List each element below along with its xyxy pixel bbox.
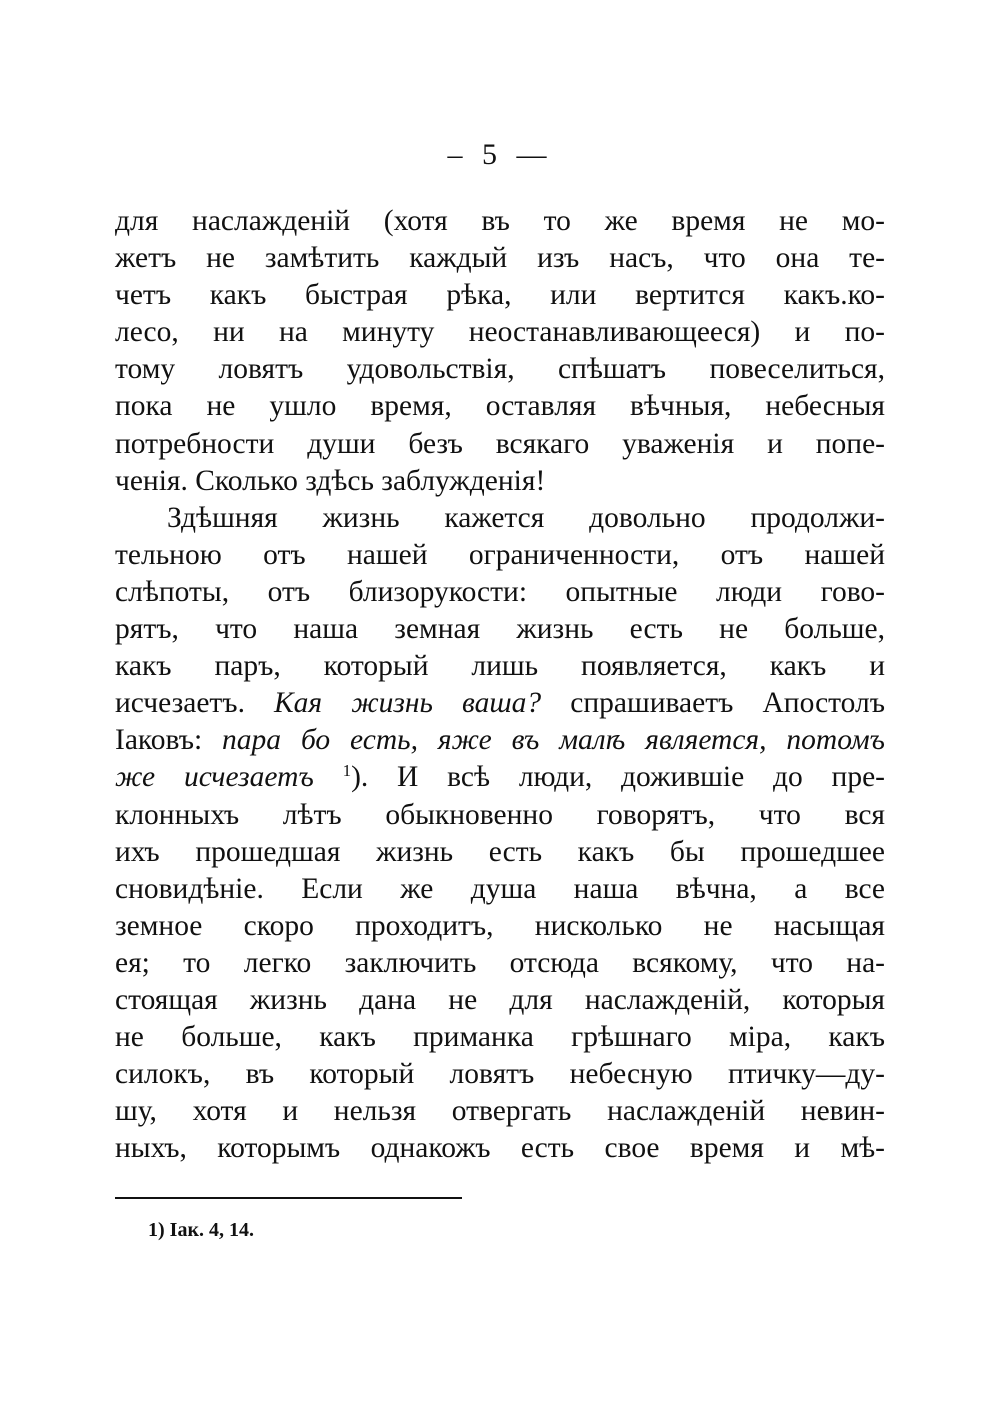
text-line xyxy=(115,1130,885,1167)
text-line xyxy=(115,351,885,388)
text-segment: пока не ушло время, оставляя вѣчныя, небесныя xyxy=(115,390,885,423)
text-segment: земное скоро проходитъ, нисколько не насыщая xyxy=(115,909,885,942)
text-line xyxy=(115,277,885,314)
text-segment: слѣпоты, отъ близорукости: опытные люди гово- xyxy=(115,575,885,608)
text-line xyxy=(115,203,885,240)
text-line xyxy=(115,871,885,908)
text-segment xyxy=(314,761,343,793)
page-number: – 5 — xyxy=(447,138,553,171)
text-line xyxy=(115,908,885,945)
text-line xyxy=(115,797,885,834)
body-text xyxy=(115,203,885,1167)
text-segment: клонныхъ лѣтъ обыкновенно говорятъ, что вся xyxy=(115,798,885,831)
footnote: 1) Іак. 4, 14. xyxy=(148,1219,254,1241)
text-line xyxy=(115,574,885,611)
text-line xyxy=(115,834,885,871)
text-segment: исчезаетъ. xyxy=(115,687,275,720)
text-segment: рятъ, что наша земная жизнь есть не больше, xyxy=(115,613,885,646)
text-segment: ихъ прошедшая жизнь есть какъ бы прошедшее xyxy=(115,835,885,868)
text-line xyxy=(115,500,885,537)
text-line xyxy=(115,945,885,982)
text-segment: Здѣшняя жизнь кажется довольно продолжи- xyxy=(167,501,885,534)
text-line xyxy=(115,685,885,722)
text-line xyxy=(115,314,885,351)
text-segment: ея; то легко заключить отсюда всякому, что на- xyxy=(115,946,885,979)
text-segment: ). И всѣ люди, дожившіе до пре- xyxy=(351,761,885,794)
text-line xyxy=(115,240,885,277)
text-line xyxy=(115,537,885,574)
text-segment: Іаковъ: xyxy=(115,724,223,757)
text-segment: для наслажденій (хотя въ то же время не мо- xyxy=(115,205,885,237)
text-segment: силокъ, въ который ловятъ небесную птичку—ду- xyxy=(115,1058,885,1091)
text-segment: сновидѣніе. Если же душа наша вѣчна, а все xyxy=(115,872,885,905)
text-segment: тому ловятъ удовольствія, спѣшатъ повеселиться, xyxy=(115,353,885,386)
text-line xyxy=(115,722,885,759)
text-line xyxy=(115,426,885,463)
text-segment: спрашиваетъ Апостолъ xyxy=(541,687,885,720)
text-segment: лесо, ни на минуту неостанавливающееся) и по- xyxy=(115,316,885,349)
italic-quote: пара бо есть, яже въ малѣ является, потомъ xyxy=(222,724,885,757)
text-line xyxy=(115,759,885,796)
italic-quote: же исчезаетъ xyxy=(115,761,314,794)
text-segment: не больше, какъ приманка грѣшнаго міра, какъ xyxy=(115,1021,885,1054)
text-segment: четъ какъ быстрая рѣка, или вертится какъ.ко- xyxy=(115,279,885,312)
text-line xyxy=(115,1019,885,1056)
text-line xyxy=(115,611,885,648)
text-segment: ныхъ, которымъ однакожъ есть свое время и мѣ- xyxy=(115,1132,885,1165)
text-segment: шу, хотя и нельзя отвергать наслажденій невин- xyxy=(115,1095,885,1128)
text-segment: жетъ не замѣтить каждый изъ насъ, что она те- xyxy=(115,242,885,275)
text-line xyxy=(115,648,885,685)
italic-quote: Кая жизнь ваша? xyxy=(274,687,542,720)
text-line xyxy=(115,1056,885,1093)
text-segment: какъ паръ, который лишь появляется, какъ и xyxy=(115,650,885,683)
text-line xyxy=(115,982,885,1019)
text-segment: стоящая жизнь дана не для наслажденій, которыя xyxy=(115,983,885,1016)
text-segment: ченія. Сколько здѣсь заблужденія! xyxy=(115,464,546,497)
text-line xyxy=(115,1093,885,1130)
text-segment: тельною отъ нашей ограниченности, отъ нашей xyxy=(115,538,885,571)
text-segment: потребности души безъ всякаго уваженія и попе- xyxy=(115,427,885,460)
footnote-divider xyxy=(115,1197,462,1199)
text-line xyxy=(115,388,885,425)
footnote-ref: 1 xyxy=(342,761,352,781)
text-line xyxy=(115,463,885,500)
